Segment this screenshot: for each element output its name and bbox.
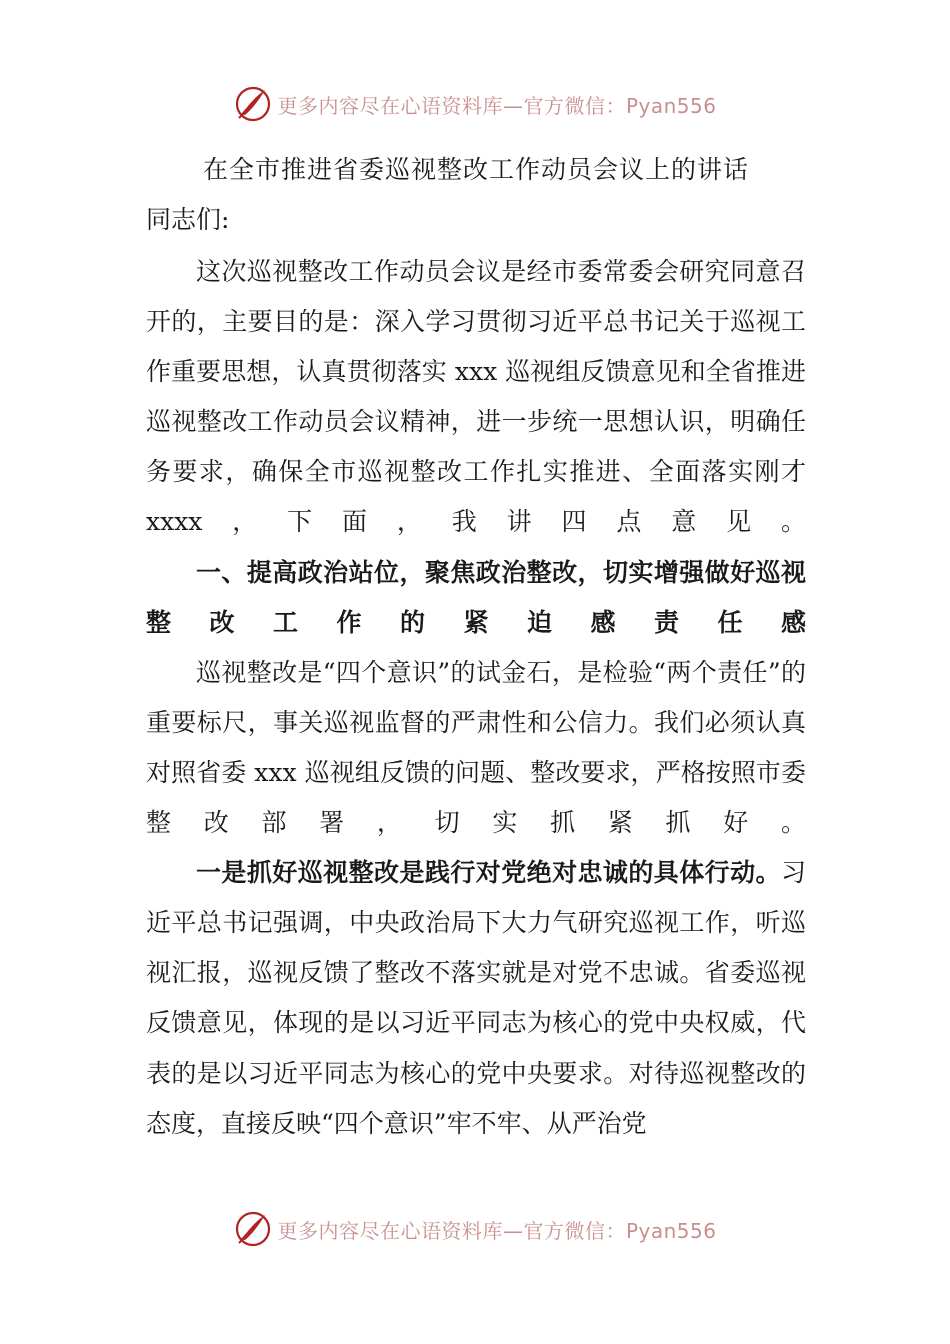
paragraph-section-1: 巡视整改是“四个意识”的试金石，是检验“两个责任”的重要标尺，事关巡视监督的严肃性和公信力。我们必须认真对照省委 xxx 巡视组反馈的问题、整改要求，严格按照市委整改部署，切实抓紧抓好。 [146, 657, 806, 838]
paragraphs [146, 247, 806, 1149]
salutation: 同志们: [146, 205, 230, 234]
section-heading-1: 一、提高政治站位，聚焦政治整改，切实增强做好巡视整改工作的紧迫感责任感 [146, 557, 806, 637]
watermark-banner-bottom [0, 1207, 950, 1251]
watermark-text: 更多内容尽在心语资料库—官方微信：Pyan556 [277, 93, 717, 118]
watermark-text: 更多内容尽在心语资料库—官方微信：Pyan556 [277, 1218, 717, 1243]
paragraph-point-1-text: 习近平总书记强调，中央政治局下大力气研究巡视工作，听巡视汇报，巡视反馈了整改不落实就是对党不忠诚。省委巡视反馈意见，体现的是以习近平同志为核心的党中央权威，代表的是以习近平同志为核心的党中央要求。对待巡视整改的态度，直接反映“四个意识”牢不牢、从严治党 [146, 858, 806, 1138]
document-title: 在全市推进省委巡视整改工作动员会议上的讲话 [202, 155, 749, 184]
quill-logo-icon [233, 1209, 273, 1249]
watermark-banner-top [0, 82, 950, 126]
paragraph-intro: 这次巡视整改工作动员会议是经市委常委会研究同意召开的，主要目的是：深入学习贯彻习近平总书记关于巡视工作重要思想，认真贯彻落实 xxx 巡视组反馈意见和全省推进巡视整改工作动员会议精神，进一步统一思想认识，明确任务要求，确保全市巡视整改工作扎实推进、全面落实刚才 xxxx，下面，我讲四点意见。 [146, 257, 806, 537]
paragraph-point-1 [146, 848, 806, 1149]
paragraph-point-1-lead: 一是抓好巡视整改是践行对党绝对忠诚的具体行动。 [196, 858, 781, 888]
quill-logo-icon [233, 84, 273, 124]
